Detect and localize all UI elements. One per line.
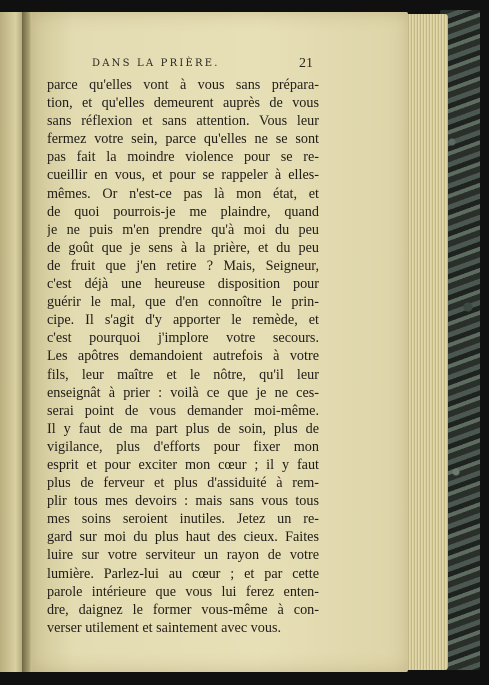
text-line: fils, leur maître et le nôtre, qu'il leur [47,366,319,383]
book-gutter [22,12,32,672]
text-line: je ne puis m'en prendre qu'à moi du peu [47,221,319,238]
text-line: de quoi pourrois-je me plaindre, quand [47,203,319,220]
text-line: sans réflexion et sans attention. Vous leur [47,113,319,130]
text-line: Les apôtres demandoient autrefois à votre [47,348,319,365]
text-line: c'est déjà une heureuse disposition pour [47,276,319,293]
text-line: plus de ferveur et plus d'assiduité à rem- [47,475,319,492]
text-line: mes soins seroient inutiles. Jetez un re- [47,511,319,528]
text-line: esprit et pour exciter mon cœur ; il y faut [47,456,319,473]
text-line: de fruit que j'en retire ? Mais, Seigneur, [47,257,319,274]
text-line: tion, et qu'elles demeurent auprès de vous [47,95,319,112]
text-line: cueillir en vous, et pour se rappeler à elles- [47,167,319,184]
text-line: lumière. Parlez-lui au cœur ; et par cette [47,565,319,582]
text-line: dre, daignez le former vous-même à con- [47,601,319,618]
page-number: 21 [299,56,313,71]
text-line: gard sur moi du plus haut des cieux. Faites [47,529,319,546]
text-line: vigilance, plus d'efforts pour fixer mon [47,438,319,455]
text-line: luire sur votre serviteur un rayon de votre [47,547,319,564]
text-line: de goût que je sens à la prière, et du peu [47,239,319,256]
text-line: cipe. Il s'agit d'y apporter le remède, et [47,312,319,329]
text-line: guérir le mal, que d'en connoître le prin- [47,294,319,311]
text-line: serai point de vous demander moi-même. [47,402,319,419]
text-line: mêmes. Or n'est-ce pas là mon état, et [47,185,319,202]
text-line: c'est pourquoi j'implore votre secours. [47,330,319,347]
body-text [47,76,319,637]
running-head: DANS LA PRIÈRE. [92,58,220,69]
text-line: parole intérieure que vous lui ferez enten- [47,583,319,600]
text-line: verser utilement et saintement avec vous. [47,619,282,636]
text-line: pas fait la moindre violence pour se re- [47,149,319,166]
text-line: fermez votre sein, parce qu'elles ne se sont [47,131,319,148]
text-line: plir tous mes devoirs : mais sans vous tous [47,493,319,510]
text-line: enseignât à prier : voilà ce que je ne ces- [47,384,319,401]
text-line: Il y faut de ma part plus de soin, plus de [47,420,319,437]
page-edges [404,14,448,670]
text-line: parce qu'elles vont à vous sans prépara- [47,77,319,93]
